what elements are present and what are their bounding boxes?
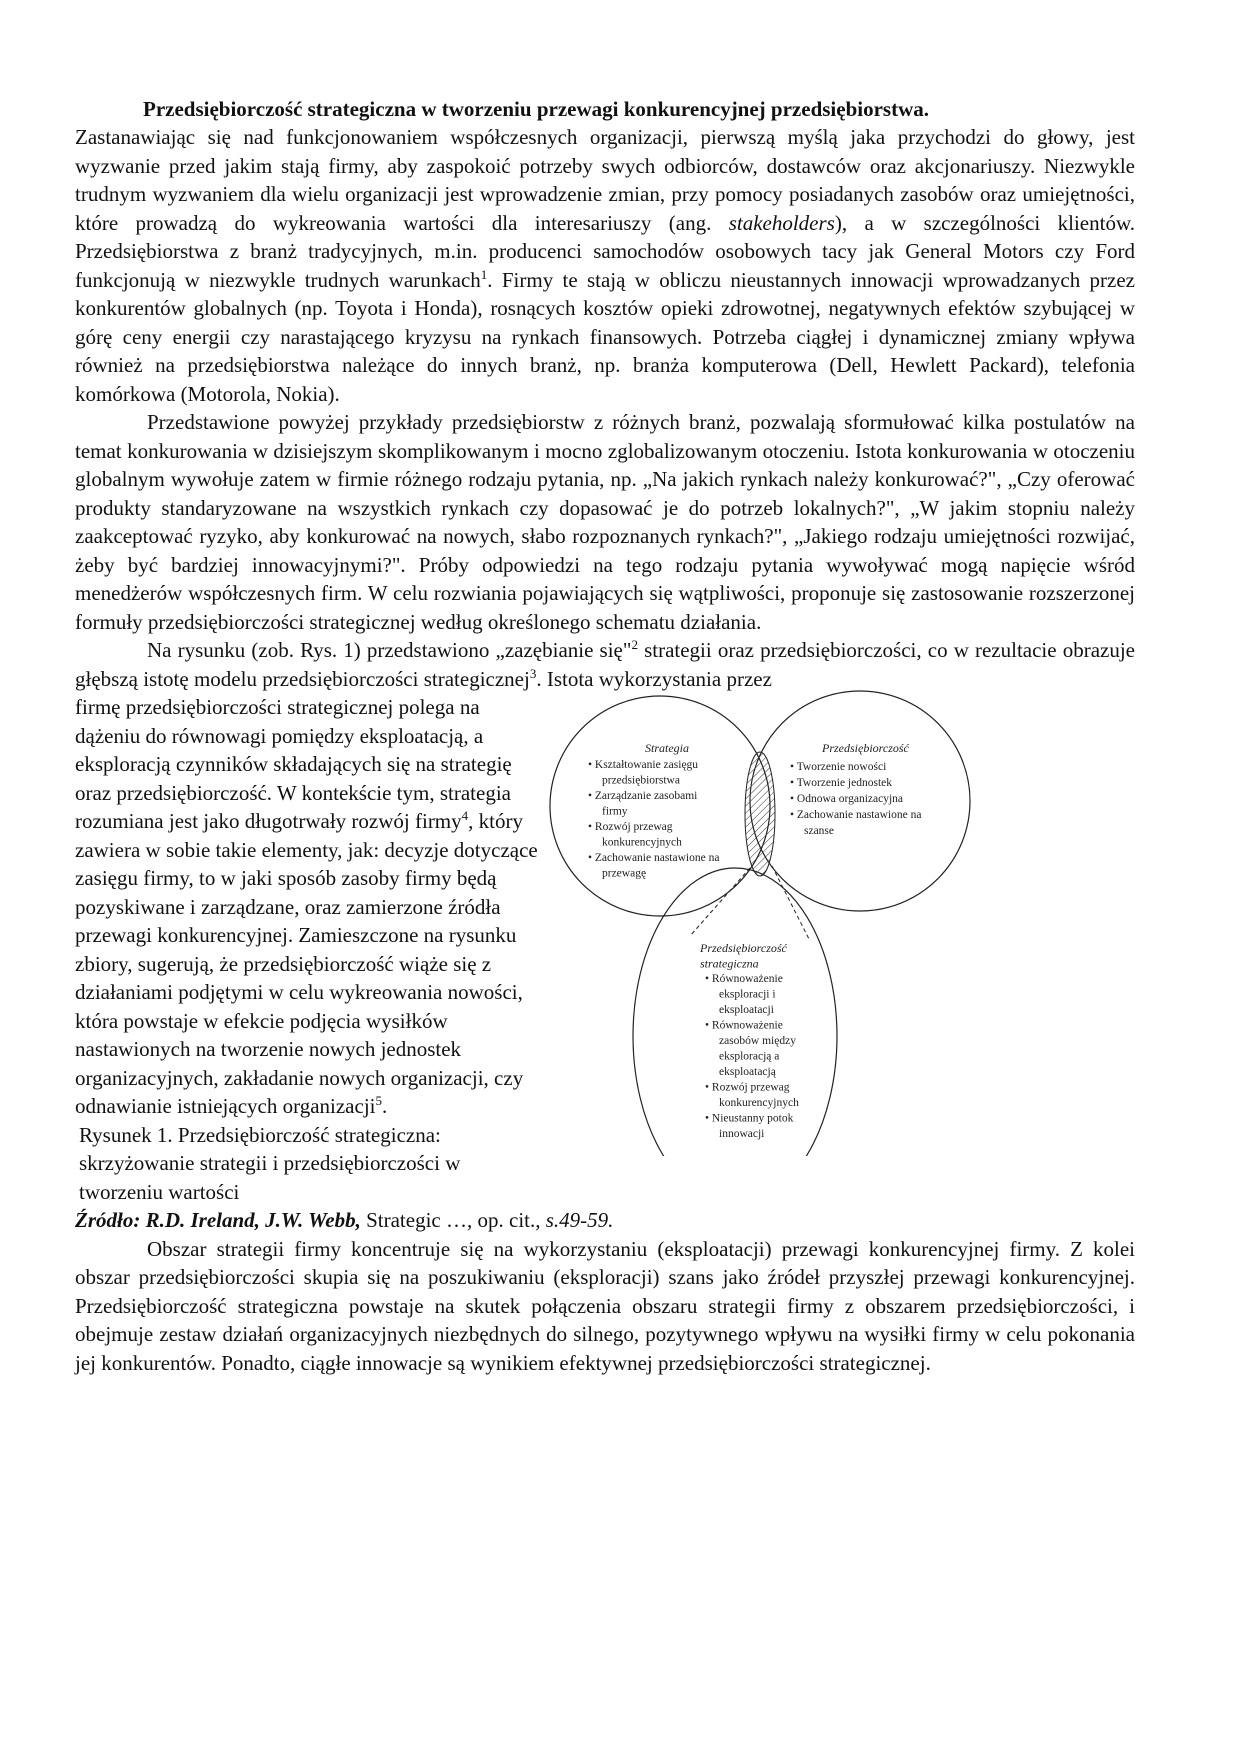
strategiczna-item-2: • Równoważenie: [705, 1019, 783, 1032]
strategia-item-4: • Zachowanie nastawione na: [588, 852, 720, 864]
strategiczna-item-1: • Równoważenie: [705, 973, 783, 985]
przedsiebiorczosc-item-1: • Tworzenie nowości: [790, 761, 887, 773]
footnote-ref-3[interactable]: 3: [529, 665, 537, 681]
strategiczna-item-2: zasobów między: [719, 1035, 796, 1047]
strategia-item-2: • Zarządzanie zasobami: [588, 790, 698, 802]
strategiczna-item-4: • Nieustanny potok: [705, 1112, 794, 1125]
overlap-hatched-area: [745, 752, 775, 876]
strategiczna-item-1: eksploatacji: [719, 1004, 774, 1016]
strategiczna-title: strategiczna: [700, 956, 759, 971]
przedsiebiorczosc-title: Przedsiębiorczość: [822, 741, 909, 755]
document-title: Przedsiębiorczość strategiczna w tworzeniu przewagi konkurencyjnej przedsiębiorstwa.: [143, 97, 929, 121]
venn-diagram-figure: [540, 686, 1010, 1156]
venn-diagram: [540, 686, 1010, 1156]
strategia-item-2: firmy: [602, 805, 628, 818]
strategia-item-4: przewagę: [602, 867, 647, 880]
strategiczna-labels: [699, 941, 799, 1140]
przedsiebiorczosc-item-4: • Zachowanie nastawione na: [790, 809, 922, 821]
strategia-labels: [588, 741, 719, 880]
strategia-item-3: • Rozwój przewag: [588, 821, 673, 833]
strategiczna-item-3: konkurencyjnych: [719, 1097, 799, 1109]
przedsiebiorczosc-item-4: szanse: [804, 825, 835, 837]
footnote-ref-5[interactable]: 5: [375, 1093, 382, 1108]
paragraph-3: Na rysunku (zob. Rys. 1) przedstawiono „zazębianie się"$^2$ strategii oraz przedsiębiorczości, co w rezultacie obrazuje głębszą istotę modelu przedsiębiorczości strategicznej$^3$. Istota wykorzystania przez: [75, 637, 1135, 691]
footnote-ref-4[interactable]: 4: [461, 808, 469, 823]
paragraph-2: Przedstawione powyżej przykłady przedsiębiorstw z różnych branż, pozwalają sformułować kilka postulatów na temat konkurowania w dzisiejszym skomplikowanym i mocno zglobalizowanym otoczeniu. Istota konkurowania w otoczeniu globalnym wywołuje zatem w firmie różnego rodzaju pytania, np. „Na jakich rynkach należy konkurować?", „Czy oferować produkty standaryzowane na wszystkich rynkach czy dopasować je do potrzeb lokalnych?", „W jakim stopniu należy zaakceptować ryzyko, aby konkurować na nowych, słabo rozpoznanych rynkach?", „Jakiego rodzaju umiejętności rozwijać, żeby być bardziej innowacyjnymi?". Próby odpowiedzi na tego rodzaju pytania wywoływać mogą napięcie wśród menedżerów współczesnych firm. W celu rozwiania pojawiających się wątpliwości, proponuje się zastosowanie rozszerzonej formuły przedsiębiorczości strategicznej według określonego schematu działania.: [75, 410, 1135, 634]
przedsiebiorczosc-item-3: • Odnowa organizacyjna: [790, 793, 904, 805]
przedsiebiorczosc-item-2: • Tworzenie jednostek: [790, 777, 893, 789]
left-column-text: firmę przedsiębiorczości strategicznej polega na dążeniu do równowagi pomiędzy eksploatacją, a eksploracją czynników składających się na strategię oraz przedsiębiorczość. W kontekście tym, strategia rozumiana jest jako długotrwały rozwój firmy$^4$, który zawiera w sobie takie elementy, jak: decyzje dotyczące zasięgu firmy, to w jaki sposób zasoby firmy będą pozyskiwane i zarządzane, oraz zamierzone źródła przewagi konkurencyjnej. Zamieszczone na rysunku zbiory, sugerują, że przedsiębiorczość wiąże się z działaniami podjętymi w celu wykreowania nowości, która powstaje w efekcie podjęcia wysiłków nastawionych na tworzenie nowych jednostek organizacyjnych, zakładanie nowych organizacji, czy odnawianie istniejących organizacji$^5$.: [75, 695, 538, 1118]
strategia-item-1: • Kształtowanie zasięgu: [588, 759, 699, 771]
strategia-item-3: konkurencyjnych: [602, 836, 682, 849]
paragraph-1: Zastanawiając się nad funkcjonowaniem współczesnych organizacji, pierwszą myślą jaka przychodzi do głowy, jest wyzwanie przed jakim stają firmy, aby zaspokoić potrzeby swych odbiorców, dostawców oraz akcjonariuszy. Niezwykle trudnym wyzwaniem dla wielu organizacji jest wprowadzenie zmian, przy pomocy posiadanych zasobów oraz umiejętności, które prowadzą do wykreowania wartości dla interesariuszy (ang. stakeholders), a w szczególności klientów. Przedsiębiorstwa z branż tradycyjnych, m.in. producenci samochodów osobowych tacy jak General Motors czy Ford funkcjonują w niezwykle trudnych warunkach$^1$. Firmy te stają w obliczu nieustannych innowacji wprowadzanych przez konkurentów globalnych (np. Toyota i Honda), rosnących kosztów opieki zdrowotnej, negatywnych efektów szybującej w górę ceny energii czy narastającego kryzysu na rynkach finansowych. Potrzeba ciągłej i dynamicznej zmiany wpływa również na przedsiębiorstwa należące do innych branż, np. branża komputerowa (Dell, Hewlett Packard), telefonia komórkowa (Motorola, Nokia).: [75, 125, 1135, 406]
strategia-item-1: przedsiębiorstwa: [602, 774, 680, 787]
przedsiebiorczosc-labels: [790, 741, 921, 837]
strategiczna-item-2: eksploatacją: [719, 1066, 776, 1078]
strategiczna-item-3: • Rozwój przewag: [705, 1081, 790, 1094]
strategia-title: Strategia: [645, 741, 689, 755]
figure-source: Źródło: R.D. Ireland, J.W. Webb, Strategic …, op. cit., s.49-59.: [75, 1208, 614, 1232]
figure-caption: Rysunek 1. Przedsiębiorczość strategiczna: skrzyżowanie strategii i przedsiębiorczości w tworzeniu wartości: [79, 1122, 461, 1204]
footnote-ref-1[interactable]: 1: [480, 266, 488, 282]
footnote-ref-2[interactable]: 2: [631, 637, 638, 652]
strategiczna-item-1: eksploracji i: [719, 988, 776, 1001]
strategiczna-item-4: innowacji: [719, 1128, 765, 1140]
strategia-circle: [550, 696, 770, 916]
strategiczna-item-2: eksploracją a: [719, 1050, 780, 1063]
strategiczna-title: Przedsiębiorczość: [700, 941, 787, 955]
dashed-line-right: [772, 866, 810, 941]
paragraph-4: Obszar strategii firmy koncentruje się na wykorzystaniu (eksploatacji) przewagi konkurencyjnej firmy. Z kolei obszar przedsiębiorczości skupia się na poszukiwaniu (eksploracji) szans jako źródeł przyszłej przewagi konkurencyjnej. Przedsiębiorczość strategiczna powstaje na skutek połączenia obszaru strategii firmy z obszarem przedsiębiorczości, i obejmuje zestaw działań organizacyjnych niezbędnych do silnego, pozytywnego wpływu na wysiłki firmy w celu pokonania jej konkurentów. Ponadto, ciągłe innowacje są wynikiem efektywnej przedsiębiorczości strategicznej.: [75, 1236, 1135, 1375]
